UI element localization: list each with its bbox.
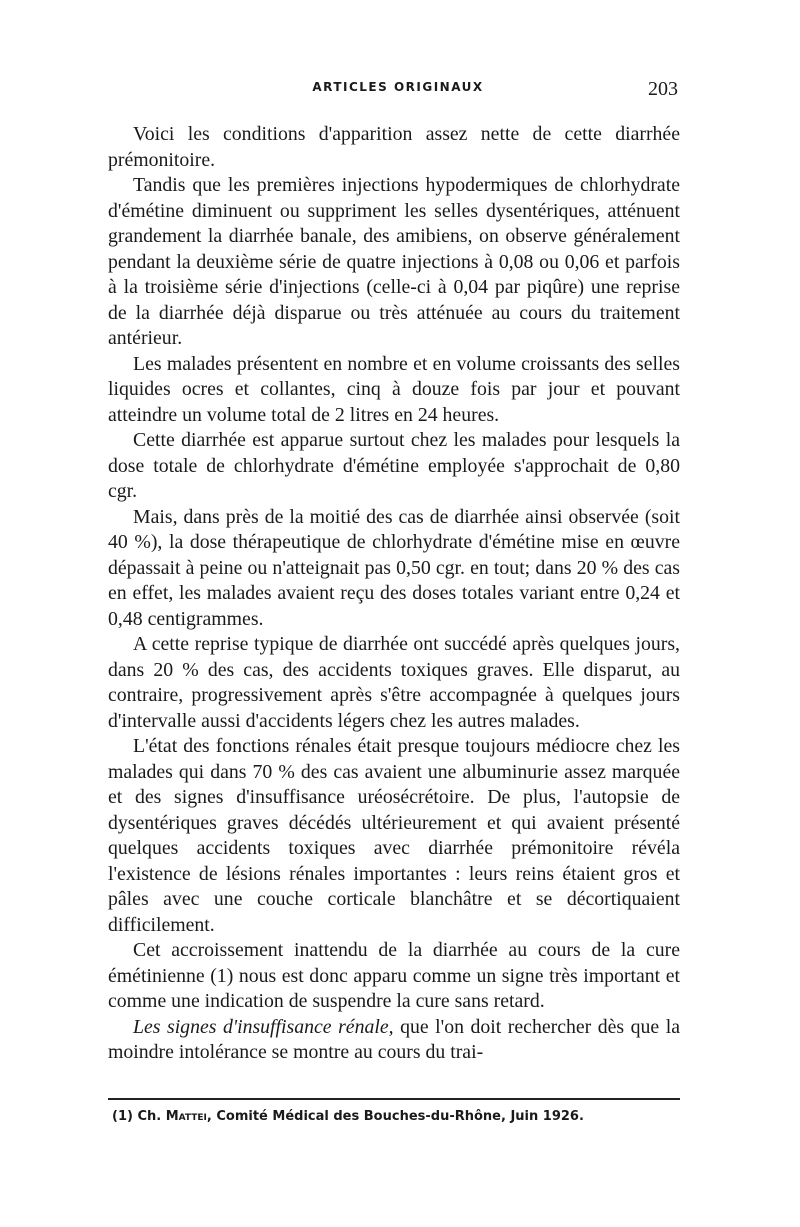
paragraph: L'état des fonctions rénales était presque toujours médiocre chez les malades qui dans 70 % des cas avaient une albuminurie assez marquée et des signes d'insuffisance uréosécrétoire. De plus, l'autopsie de dysentériques graves décédés ultérieurement et qui avaient présenté quelques accidents toxiques avec diarrhée prémonitoire révéla l'existence de lésions rénales importantes : leurs reins étaient gros et pâles avec une couche corticale blanchâtre et se décortiquaient difficilement. (108, 735, 680, 936)
paragraph: Voici les conditions d'apparition assez nette de cette diarrhée prémonitoire. (108, 123, 680, 171)
paragraph: Cette diarrhée est apparue surtout chez les malades pour lesquels la dose totale de chlorhydrate d'émétine employée s'approchait de 0,80 cgr. (108, 429, 680, 502)
paragraph: Cet accroissement inattendu de la diarrhée au cours de la cure émétinienne (1) nous est donc apparu comme un signe très important et comme une indication de suspendre la cure sans retard. (108, 939, 680, 1012)
paragraph: Les malades présentent en nombre et en volume croissants des selles liquides ocres et collantes, cinq à douze fois par jour et pouvant atteindre un volume total de 2 litres en 24 heures. (108, 352, 680, 426)
paragraph-last (108, 1015, 680, 1066)
paragraph: Mais, dans près de la moitié des cas de diarrhée ainsi observée (soit 40 %), la dose thérapeutique de chlorhydrate d'émétine mise en œuvre dépassait à peine ou n'atteignait pas 0,50 cgr. en tout; dans 20 % des cas en effet, les malades avaient reçu des doses totales variant entre 0,24 et 0,48 centigrammes. (108, 505, 680, 630)
italic-lead: Les signes d'insuffisance rénale, (133, 1015, 394, 1038)
footnote-divider (108, 1098, 680, 1100)
footnote-marker: (1) Ch. (112, 1109, 166, 1124)
footnote (112, 1108, 680, 1126)
paragraph: A cette reprise typique de diarrhée ont succédé après quelques jours, dans 20 % des cas, des accidents toxiques graves. Elle disparut, au contraire, progressivement après s'être accompagnée à quelques jours d'intervalle aussi d'accidents légers chez les autres malades. (108, 633, 680, 732)
paragraph-continuation: que l'on doit rechercher dès que la moindre intolérance se montre au cours du trai- (108, 1015, 680, 1063)
page-number: 203 (648, 78, 678, 100)
running-title: ARTICLES ORIGINAUX (312, 80, 484, 94)
article-body (108, 122, 680, 1066)
footnote-text: , Comité Médical des Bouches-du-Rhône, Juin 1926. (206, 1109, 584, 1124)
paragraph: Tandis que les premières injections hypodermiques de chlorhydrate d'émétine diminuent ou suppriment les selles dysentériques, atténuent grandement la diarrhée banale, des amibiens, on observe généralement pendant la deuxième série de quatre injections à 0,08 ou 0,06 et parfois à la troisième série d'injections (celle-ci à 0,04 par piqûre) une reprise de la diarrhée déjà disparue ou très atténuée au cours du traitement antérieur. (108, 174, 680, 349)
footnote-author: Mattei (165, 1109, 207, 1124)
page-header (118, 78, 678, 100)
